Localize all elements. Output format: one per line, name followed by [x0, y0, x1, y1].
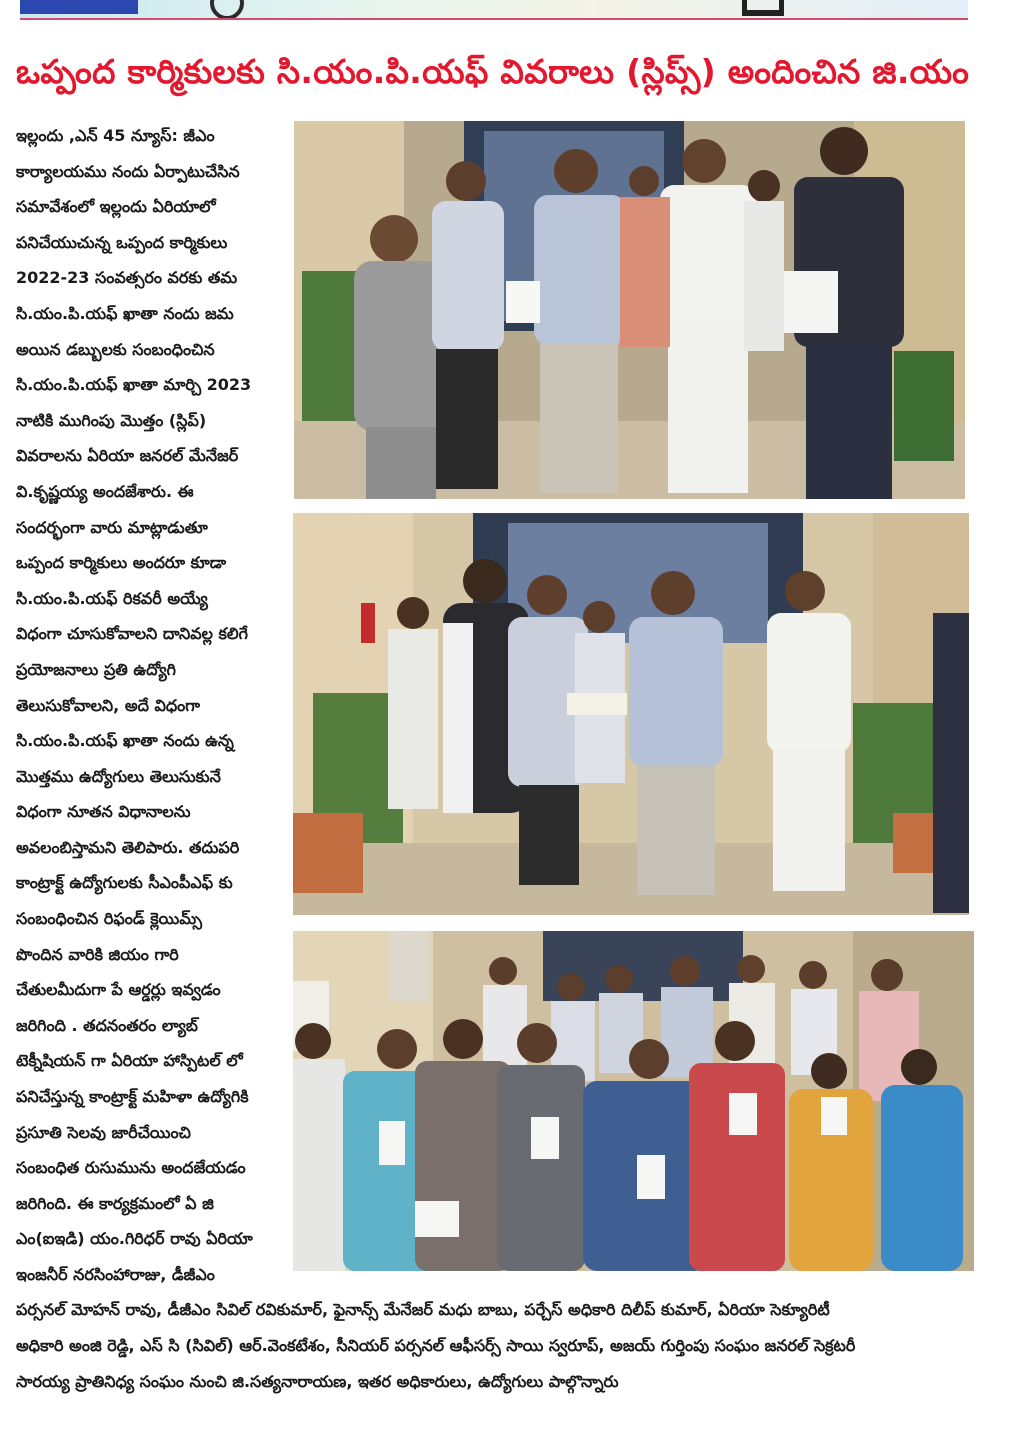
article-body-line: ఎం(ఐఇడి) యం.గిరిధర్ రావు ఏరియా	[16, 1229, 253, 1249]
article-body-line: సంబంధిత రుసుమును అందజేయడం	[16, 1158, 246, 1178]
article-body-line: సి.యం.పి.యఫ్ ఖాతా నందు జమ	[16, 303, 234, 323]
article-body-line: పొందిన వారికి జియం గారి	[16, 944, 179, 964]
article-photo-payorder-handover	[293, 513, 969, 915]
article-body-line: సందర్భంగా వారు మాట్లాడుతూ	[16, 517, 208, 537]
article-body-line: జరిగింది. ఈ కార్యక్రమంలో ఏ జి	[16, 1193, 214, 1213]
article-body-full-width	[16, 1292, 1006, 1400]
article-body-line: విధంగా నూతన విధానాలను	[16, 802, 191, 822]
article-body-line: సి.యం.పి.యఫ్ ఖాతా నందు ఉన్న	[16, 731, 234, 751]
article-body-line: పనిచేస్తున్న కాంట్రాక్ట్ మహిళా ఉద్యోగికి	[16, 1087, 249, 1107]
article-body-line: ప్రసూతి సెలవు జారీచేయించి	[16, 1122, 191, 1142]
article-headline: ఒప్పంద కార్మికులకు సి.యం.పి.యఫ్ వివరాలు (స్లిప్స్) అందించిన జి.యం	[16, 52, 970, 91]
article-body-line: వి.కృష్ణయ్య అందజేశారు. ఈ	[16, 481, 194, 501]
article-body-line: ఇంజనీర్ నరసింహారాజు, డీజీఎం	[16, 1265, 215, 1284]
masthead-banner	[20, 0, 968, 20]
article-body-line: వివరాలను ఏరియా జనరల్ మేనేజర్	[16, 446, 239, 466]
photo-slip-handover-illustration	[294, 121, 965, 499]
masthead-logo-mark	[742, 0, 784, 16]
article-body-line: అధికారి అంజి రెడ్డి, ఎస్ సి (సివిల్) ఆర్.వెంకటేశం, సీనియర్ పర్సనల్ ఆఫీసర్స్ సాయి స్వరూప్, అజయ్ గుర్తింపు సంఘం జనరల్ సెక్రటరీ	[16, 1336, 856, 1355]
photo-workers-with-slips-illustration	[293, 931, 974, 1271]
article-body-line: జరిగింది . తదనంతరం ల్యాబ్	[16, 1015, 198, 1035]
article-body-line: సి.యం.పి.యఫ్ ఖాతా మార్చి 2023	[16, 375, 252, 395]
article-body-line: తెలుసుకోవాలని, అదే విధంగా	[16, 695, 201, 715]
article-body-line: ఇల్లందు ,ఎన్ 45 న్యూస్: జీఎం	[16, 126, 215, 145]
article-body-line: ఒప్పంద కార్మికులు అందరూ కూడా	[16, 553, 227, 573]
article-body-line: విధంగా చూసుకోవాలని దానివల్ల కలిగే	[16, 624, 248, 644]
article-body-line: సి.యం.పి.యఫ్ రికవరీ అయ్యే	[16, 588, 208, 608]
masthead-logo-block	[20, 0, 138, 14]
article-body-line: అవలంబిస్తామని తెలిపారు. తదుపరి	[16, 837, 240, 857]
article-body-line: చేతులమీదుగా పే ఆర్డర్లు ఇవ్వడం	[16, 980, 221, 1000]
article-body-line: సంబంధించిన రిఫండ్ క్లెయిమ్స్	[16, 909, 202, 929]
article-body-line: పనిచేయుచున్న ఒప్పంద కార్మికులు	[16, 232, 228, 252]
article-body-line: పర్సనల్ మోహన్ రావు, డీజీఎం సివిల్ రవికుమార్, ఫైనాన్స్ మేనేజర్ మధు బాబు, పర్చేస్ అధికారి దిలీప్ కుమార్, ఏరియా సెక్యూరిటీ	[16, 1300, 830, 1319]
article-body-line: నాటికి ముగింపు మొత్తం (స్లిప్)	[16, 410, 207, 430]
article-photo-slip-handover	[294, 121, 965, 499]
article-body-line: కార్యాలయము నందు ఏర్పాటుచేసిన	[16, 161, 240, 181]
article-body-column	[16, 118, 286, 1293]
masthead-logo-circle	[210, 0, 244, 20]
article-body-line: టెక్నీషియన్ గా ఏరియా హాస్పిటల్ లో	[16, 1051, 243, 1071]
article-body-line: కాంట్రాక్ట్ ఉద్యోగులకు సీఎంపీఎఫ్ కు	[16, 873, 233, 893]
article-body-line: మొత్తము ఉద్యోగులు తెలుసుకునే	[16, 766, 221, 786]
article-photo-workers-with-slips	[293, 931, 974, 1271]
article-body-line: సమావేశంలో ఇల్లందు ఏరియాలో	[16, 197, 216, 217]
article-body-line: ప్రయోజనాలు ప్రతి ఉద్యోగి	[16, 659, 176, 679]
photo-payorder-handover-illustration	[293, 513, 969, 915]
article-body-line: సారయ్య ప్రాతినిధ్య సంఘం నుంచి జి.సత్యనారాయణ, ఇతర అధికారులు, ఉద్యోగులు పాల్గొన్నారు	[16, 1372, 619, 1391]
article-body-line: 2022-23 సంవత్సరం వరకు తమ	[16, 268, 238, 288]
article-body-line: అయిన డబ్బులకు సంబంధించిన	[16, 339, 215, 359]
